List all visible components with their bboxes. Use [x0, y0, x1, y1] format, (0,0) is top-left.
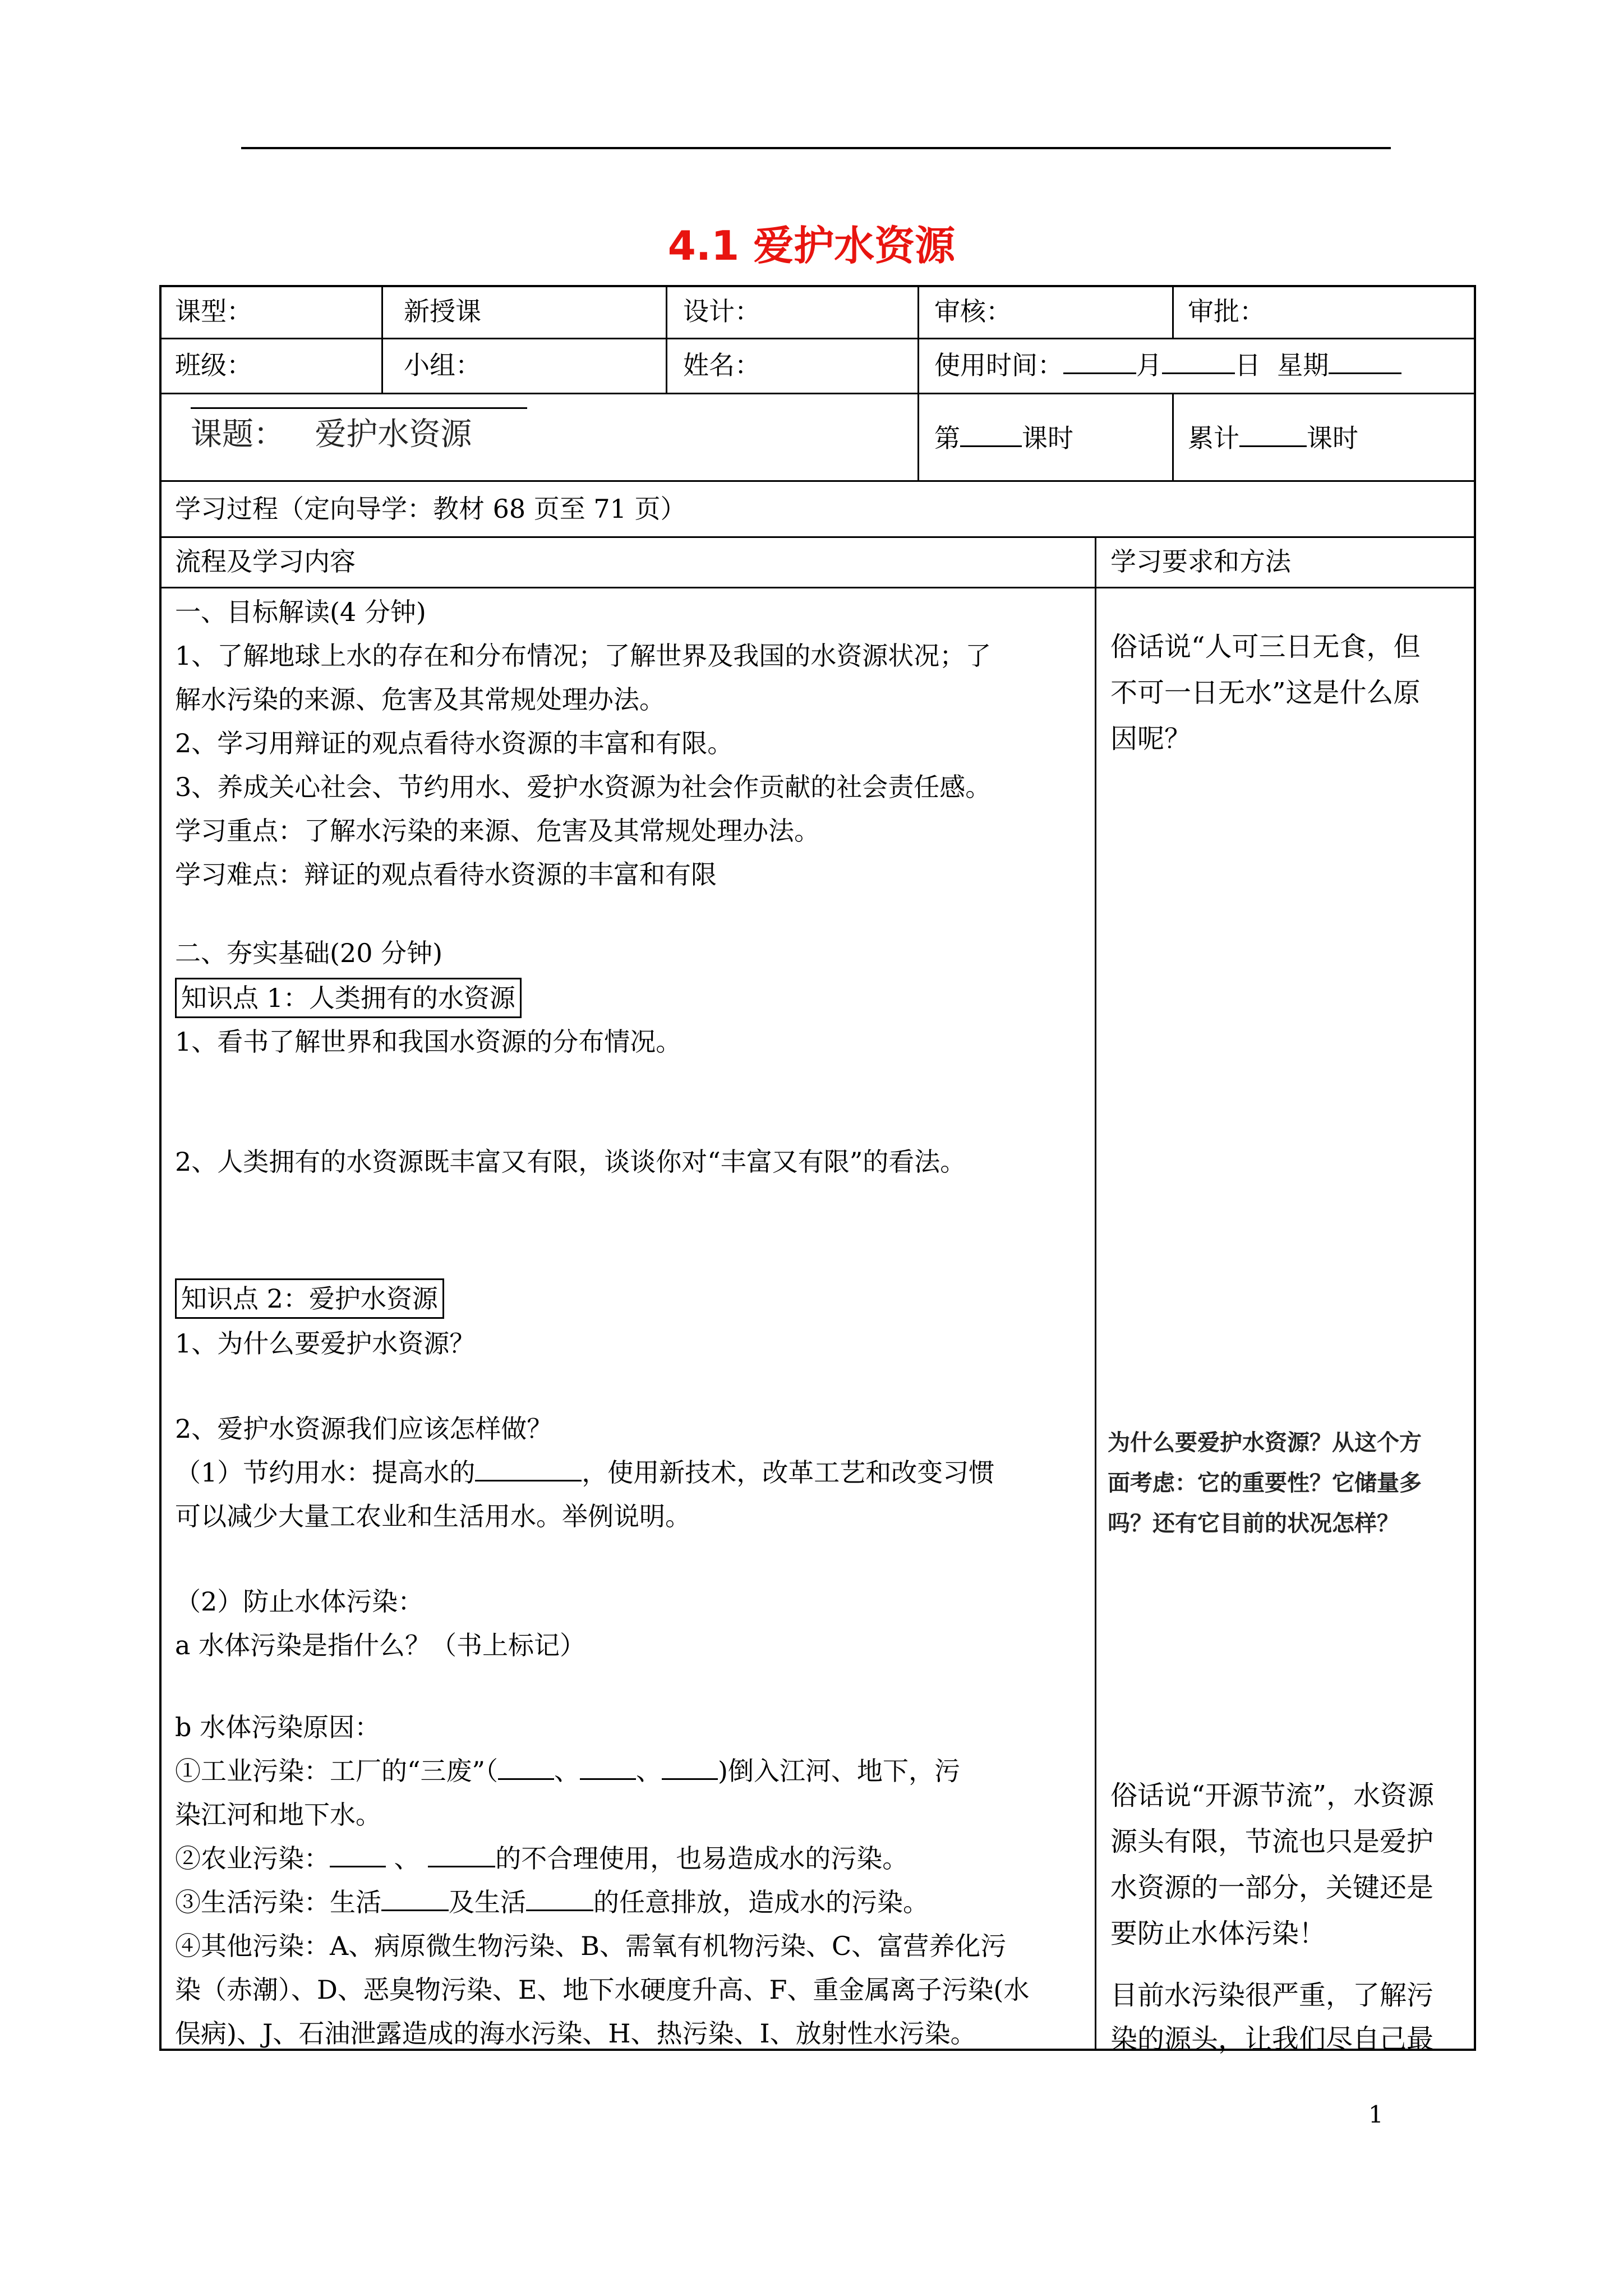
other-pollution-1: ④其他污染：A、病原微生物污染、B、需氧有机物污染、C、富营养化污	[175, 1931, 1007, 1961]
reviewer-label: 审核：	[934, 296, 1012, 326]
class-label: 班级：	[175, 350, 252, 380]
day-label: 日	[1235, 350, 1261, 380]
use-time-label: 使用时间：	[934, 350, 1063, 380]
domestic-pollution: ③生活污染：生活 及生活 的任意排放，造成水的污染。	[175, 1887, 929, 1917]
goal-1b: 解水污染的来源、危害及其常规处理办法。	[175, 684, 665, 715]
week-label: 星期	[1277, 350, 1329, 380]
process-title: 学习过程（定向导学：教材 68 页至 71 页）	[175, 494, 686, 524]
approver-label: 审批：	[1188, 296, 1265, 326]
pollution-causes: b 水体污染原因：	[175, 1712, 381, 1742]
course-type-value: 新授课	[404, 296, 481, 326]
side-note-4-line-2: 染的源头，让我们尽自己最	[1110, 2023, 1434, 2055]
page-number: 1	[1368, 2101, 1384, 2128]
other-pollution-2: 染（赤潮）、D、恶臭物污染、E、地下水硬度升高、F、重金属离子污染(水	[175, 1975, 1030, 2005]
header-rule	[241, 147, 1391, 149]
side-note-3-line-3: 水资源的一部分，关键还是	[1110, 1872, 1434, 1903]
name-label: 姓名：	[683, 350, 760, 380]
goal-3: 3、养成关心社会、节约用水、爱护水资源为社会作贡献的社会责任感。	[175, 772, 992, 802]
efficiency-blank	[475, 1457, 582, 1481]
side-note-2-line-2: 面考虑：它的重要性？它储量多	[1108, 1470, 1422, 1496]
industrial-pollution: ①工业污染：工厂的“三废”（ 、 、 )倒入江河、地下，污	[175, 1756, 960, 1786]
kp2-question-2: 2、爱护水资源我们应该怎样做？	[175, 1414, 553, 1444]
goal-2: 2、学习用辩证的观点看待水资源的丰富和有限。	[175, 728, 734, 758]
designer-label: 设计：	[683, 296, 760, 326]
section-1-heading: 一、目标解读(4 分钟)	[175, 597, 426, 627]
other-pollution-3: 俣病)、J、石油泄露造成的海水污染、H、热污染、I、放射性水污染。	[175, 2018, 976, 2049]
knowledge-point-2: 知识点 2：爱护水资源	[175, 1277, 444, 1320]
kp1-question-1: 1、看书了解世界和我国水资源的分布情况。	[175, 1027, 682, 1057]
month-label: 月	[1136, 350, 1162, 380]
side-note-1-line-1: 俗话说“人可三日无食，但	[1110, 631, 1421, 662]
kp1-question-2: 2、人类拥有的水资源既丰富又有限，谈谈你对“丰富又有限”的看法。	[175, 1147, 966, 1177]
page-title: 4.1 爱护水资源	[667, 222, 956, 269]
save-water-line: （1）节约用水：提高水的 ，使用新技术，改革工艺和改变习惯	[175, 1457, 995, 1488]
lesson-topic: 课题： 爱护水资源	[191, 416, 472, 453]
key-point: 学习重点：了解水污染的来源、危害及其常规处理办法。	[175, 816, 820, 846]
pollution-definition: a 水体污染是指什么？（书上标记）	[175, 1630, 586, 1660]
knowledge-point-1: 知识点 1：人类拥有的水资源	[175, 976, 522, 1020]
group-label: 小组：	[404, 350, 481, 380]
industrial-pollution-2: 染江河和地下水。	[175, 1800, 381, 1830]
difficult-point: 学习难点：辩证的观点看待水资源的丰富和有限	[175, 859, 717, 890]
side-note-4-line-1: 目前水污染很严重，了解污	[1110, 1980, 1434, 2011]
save-water-line-2: 可以减少大量工农业和生活用水。举例说明。	[175, 1501, 691, 1531]
lesson-number-field: 第 课时	[934, 423, 1073, 453]
use-time-field	[934, 343, 1401, 387]
goal-1a: 1、了解地球上水的存在和分布情况；了解世界及我国的水资源状况；了	[175, 641, 992, 671]
side-note-3-line-1: 俗话说“开源节流”，水资源	[1110, 1780, 1435, 1811]
side-note-1-line-3: 因呢？	[1110, 723, 1192, 754]
side-note-1-line-2: 不可一日无水”这是什么原	[1110, 677, 1421, 708]
course-type-label: 课型：	[175, 296, 252, 326]
side-note-2-line-1: 为什么要爱护水资源？从这个方	[1108, 1430, 1422, 1456]
total-lessons-field: 累计 课时	[1188, 423, 1358, 453]
side-note-3-line-2: 源头有限，节流也只是爱护	[1110, 1826, 1434, 1857]
kp2-question-1: 1、为什么要爱护水资源？	[175, 1328, 476, 1359]
left-column-header: 流程及学习内容	[175, 546, 356, 577]
section-2-heading: 二、夯实基础(20 分钟)	[175, 938, 443, 968]
side-note-2-line-3: 吗？还有它目前的状况怎样？	[1108, 1511, 1399, 1536]
right-column-header: 学习要求和方法	[1110, 546, 1291, 577]
prevent-pollution: （2）防止水体污染：	[175, 1586, 424, 1617]
agricultural-pollution: ②农业污染： 、 的不合理使用，也易造成水的污染。	[175, 1843, 909, 1874]
side-note-3-line-4: 要防止水体污染！	[1110, 1918, 1326, 1949]
